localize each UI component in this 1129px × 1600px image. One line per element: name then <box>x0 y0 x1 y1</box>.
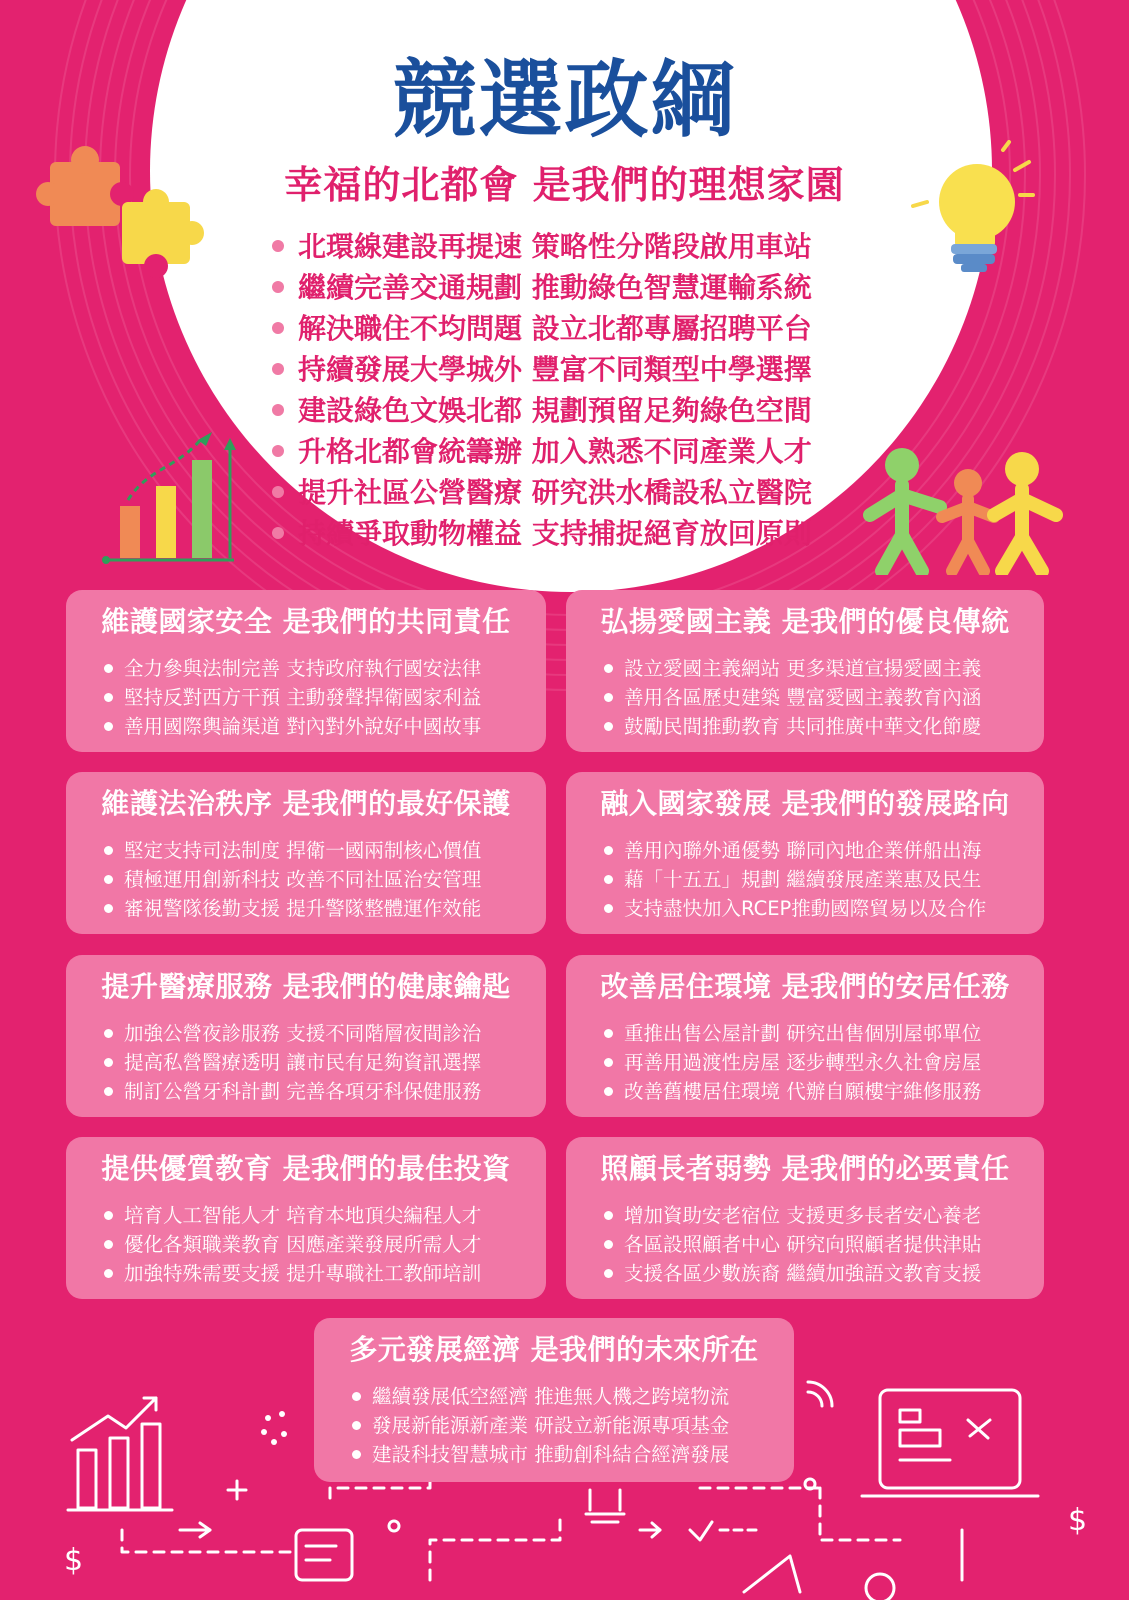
card-title: 提升醫療服務 是我們的健康鑰匙 <box>101 970 511 1003</box>
bullet-icon <box>604 1211 613 1220</box>
card-item: 全力參與法制完善 支持政府執行國安法律 <box>104 654 481 683</box>
puzzle-icon <box>32 140 222 290</box>
card-item: 鼓勵民間推動教育 共同推廣中華文化節慶 <box>604 712 981 741</box>
main-point: 北環線建設再提速 策略性分階段啟用車站 <box>272 226 812 267</box>
bullet-icon <box>604 875 613 884</box>
card-item: 加強公營夜診服務 支援不同階層夜間診治 <box>104 1019 481 1048</box>
bullet-icon <box>604 1087 613 1096</box>
bullet-icon <box>272 404 284 416</box>
main-point: 提升社區公營醫療 研究洪水橋設私立醫院 <box>272 472 812 513</box>
page-subtitle: 幸福的北都會 是我們的理想家園 <box>284 163 845 207</box>
bullet-icon <box>104 664 113 673</box>
policy-card-elderly-care <box>566 1137 1044 1299</box>
bullet-icon <box>352 1421 361 1430</box>
card-title: 弘揚愛國主義 是我們的優良傳統 <box>600 605 1010 638</box>
card-title: 維護法治秩序 是我們的最好保護 <box>101 787 511 820</box>
card-item: 培育人工智能人才 培育本地頂尖編程人才 <box>104 1201 481 1230</box>
bullet-icon <box>352 1450 361 1459</box>
card-items <box>352 1382 729 1469</box>
megaphone-icon <box>744 1556 800 1592</box>
card-item: 制訂公營牙科計劃 完善各項牙科保健服務 <box>104 1077 481 1106</box>
main-points-list <box>272 226 812 554</box>
policy-card-healthcare <box>66 955 546 1117</box>
card-item: 重推出售公屋計劃 研究出售個別屋邨單位 <box>604 1019 981 1048</box>
dollar-icon: $ <box>64 1543 84 1578</box>
policy-card-national-security <box>66 590 546 752</box>
bullet-icon <box>604 904 613 913</box>
card-item: 設立愛國主義網站 更多渠道宣揚愛國主義 <box>604 654 981 683</box>
bar-chart-growth-icon <box>98 428 248 568</box>
card-item: 增加資助安老宿位 支援更多長者安心養老 <box>604 1201 981 1230</box>
bullet-icon <box>104 722 113 731</box>
policy-card-housing <box>566 955 1044 1117</box>
card-item: 善用內聯外通優勢 聯同內地企業併船出海 <box>604 836 986 865</box>
card-item: 繼續發展低空經濟 推進無人機之跨境物流 <box>352 1382 729 1411</box>
card-item: 支援各區少數族裔 繼續加強語文教育支援 <box>604 1259 981 1288</box>
bullet-icon <box>272 322 284 334</box>
card-items <box>104 836 481 923</box>
bullet-icon <box>272 363 284 375</box>
laptop-icon <box>862 1390 1038 1496</box>
card-item: 支持盡快加入RCEP推動國際貿易以及合作 <box>604 894 986 923</box>
main-point: 解決職住不均問題 設立北都專屬招聘平台 <box>272 308 812 349</box>
bullet-icon <box>604 664 613 673</box>
card-items <box>604 1019 981 1106</box>
dollar-icon: $ <box>1068 1503 1088 1538</box>
card-title: 提供優質教育 是我們的最佳投資 <box>101 1152 511 1185</box>
bullet-icon <box>604 722 613 731</box>
card-item: 加強特殊需要支援 提升專職社工教師培訓 <box>104 1259 481 1288</box>
trend-chart-icon <box>68 1398 172 1510</box>
card-title: 改善居住環境 是我們的安居任務 <box>600 970 1010 1003</box>
bullet-icon <box>104 1029 113 1038</box>
card-title: 維護國家安全 是我們的共同責任 <box>101 605 511 638</box>
lightbulb-icon <box>905 140 1035 280</box>
bullet-icon <box>104 1058 113 1067</box>
main-point: 持續爭取動物權益 支持捕捉絕育放回原則 <box>272 513 812 554</box>
policy-card-patriotism <box>566 590 1044 752</box>
card-item: 優化各類職業教育 因應產業發展所需人才 <box>104 1230 481 1259</box>
bullet-icon <box>604 846 613 855</box>
main-point: 繼續完善交通規劃 推動綠色智慧運輸系統 <box>272 267 812 308</box>
card-item: 堅定支持司法制度 捍衛一國兩制核心價值 <box>104 836 481 865</box>
card-title: 多元發展經濟 是我們的未來所在 <box>349 1333 759 1366</box>
bullet-icon <box>272 486 284 498</box>
family-icon <box>860 445 1070 575</box>
card-title: 融入國家發展 是我們的發展路向 <box>600 787 1010 820</box>
policy-card-education <box>66 1137 546 1299</box>
card-items <box>604 654 981 741</box>
policy-card-national-development <box>566 772 1044 934</box>
main-point: 升格北都會統籌辦 加入熟悉不同產業人才 <box>272 431 812 472</box>
card-item: 提高私營醫療透明 讓市民有足夠資訊選擇 <box>104 1048 481 1077</box>
bullet-icon <box>272 281 284 293</box>
card-items <box>604 836 986 923</box>
card-title: 照顧長者弱勢 是我們的必要責任 <box>600 1152 1010 1185</box>
bullet-icon <box>604 1269 613 1278</box>
policy-card-economy <box>314 1318 794 1482</box>
card-items <box>104 1019 481 1106</box>
bullet-icon <box>272 527 284 539</box>
page-title: 競選政綱 <box>392 51 737 149</box>
card-item: 善用國際輿論渠道 對內對外說好中國故事 <box>104 712 481 741</box>
bullet-icon <box>104 1240 113 1249</box>
bullet-icon <box>604 1058 613 1067</box>
card-item: 藉「十五五」規劃 繼續發展產業惠及民生 <box>604 865 986 894</box>
bullet-icon <box>272 445 284 457</box>
bullet-icon <box>604 1029 613 1038</box>
card-item: 堅持反對西方干預 主動發聲捍衛國家利益 <box>104 683 481 712</box>
bullet-icon <box>104 846 113 855</box>
main-point: 持續發展大學城外 豐富不同類型中學選擇 <box>272 349 812 390</box>
card-item: 改善舊樓居住環境 代辦自願樓宇維修服務 <box>604 1077 981 1106</box>
bullet-icon <box>604 1240 613 1249</box>
bullet-icon <box>104 1087 113 1096</box>
card-item: 善用各區歷史建築 豐富愛國主義教育內涵 <box>604 683 981 712</box>
card-item: 發展新能源新產業 研設立新能源專項基金 <box>352 1411 729 1440</box>
bullet-icon <box>104 693 113 702</box>
bullet-icon <box>352 1392 361 1401</box>
card-items <box>604 1201 981 1288</box>
card-items <box>104 654 481 741</box>
bullet-icon <box>104 904 113 913</box>
bullet-icon <box>104 875 113 884</box>
card-item: 再善用過渡性房屋 逐步轉型永久社會房屋 <box>604 1048 981 1077</box>
bullet-icon <box>272 240 284 252</box>
bullet-icon <box>604 693 613 702</box>
card-items <box>104 1201 481 1288</box>
bullet-icon <box>104 1269 113 1278</box>
bullet-icon <box>104 1211 113 1220</box>
signal-icon <box>808 1382 832 1406</box>
card-item: 各區設照顧者中心 研究向照顧者提供津貼 <box>604 1230 981 1259</box>
card-item: 建設科技智慧城市 推動創科結合經濟發展 <box>352 1440 729 1469</box>
policy-card-rule-of-law <box>66 772 546 934</box>
card-item: 審視警隊後勤支援 提升警隊整體運作效能 <box>104 894 481 923</box>
main-point: 建設綠色文娛北都 規劃預留足夠綠色空間 <box>272 390 812 431</box>
card-item: 積極運用創新科技 改善不同社區治安管理 <box>104 865 481 894</box>
